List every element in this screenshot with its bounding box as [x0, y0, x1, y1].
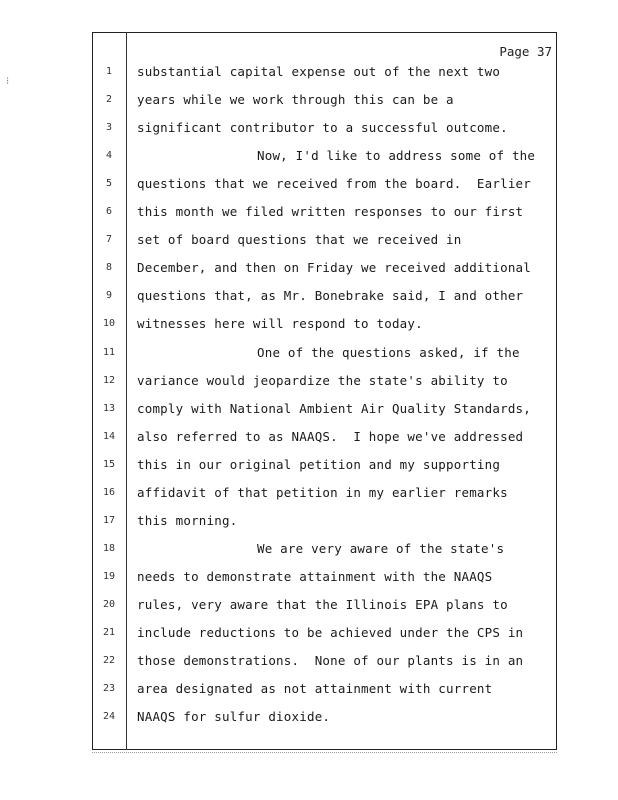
line-number: 16 [102, 486, 116, 498]
line-number: 19 [102, 570, 116, 582]
line-text: questions that, as Mr. Bonebrake said, I and other [137, 288, 524, 304]
line-number: 22 [102, 655, 116, 667]
line-text: substantial capital expense out of the next two [137, 64, 501, 79]
line-text: significant contributor to a successful outcome. [137, 120, 508, 136]
line-number: 20 [102, 598, 116, 610]
transcript-line [92, 345, 557, 373]
line-text: those demonstrations. None of our plants is in an [137, 653, 524, 669]
transcript-line [92, 288, 557, 316]
line-text: this in our original petition and my supporting [137, 456, 501, 472]
line-number: 15 [102, 458, 116, 470]
transcript-line [92, 653, 557, 681]
line-number: 3 [105, 122, 113, 134]
transcript-line [92, 92, 557, 120]
transcript-line [92, 485, 557, 513]
transcript-line [92, 681, 557, 709]
line-number: 24 [102, 711, 116, 723]
scan-mark: ⁝ [6, 76, 10, 87]
scan-bottom-edge [92, 752, 557, 753]
line-number: 10 [102, 318, 116, 330]
transcript-line [92, 120, 557, 148]
line-number: 6 [105, 206, 113, 218]
line-text: this month we filed written responses to our first [137, 204, 524, 220]
transcript-line [92, 569, 557, 597]
transcript-line [92, 232, 557, 260]
line-text: area designated as not attainment with current [137, 681, 493, 697]
line-number: 21 [102, 627, 116, 638]
transcript-line [92, 316, 557, 344]
line-number: 7 [105, 234, 113, 246]
line-text: witnesses here will respond to today. [137, 316, 423, 332]
line-text: rules, very aware that the Illinois EPA plans to [137, 596, 508, 612]
line-number: 5 [105, 178, 113, 190]
transcript-line [92, 401, 557, 429]
transcript-line [92, 176, 557, 204]
line-text: years while we work through this can be a [137, 92, 454, 108]
line-text: December, and then on Friday we received additional [137, 260, 532, 276]
line-text: One of the questions asked, if the [257, 344, 520, 360]
line-text: set of board questions that we received in [137, 232, 462, 248]
transcript-line [92, 709, 557, 737]
line-text: needs to demonstrate attainment with the NAAQS [137, 568, 493, 584]
line-number: 9 [105, 290, 113, 302]
transcript-line [92, 148, 557, 176]
line-text: affidavit of that petition in my earlier remarks [137, 484, 508, 500]
transcript-line [92, 513, 557, 541]
line-number: 1 [105, 66, 113, 77]
line-number: 13 [102, 402, 116, 414]
line-text: Now, I'd like to address some of the [257, 148, 536, 164]
line-text: questions that we received from the board. Earlier [137, 176, 532, 192]
line-text: We are very aware of the state's [257, 540, 505, 556]
line-text: also referred to as NAAQS. I hope we've addressed [137, 428, 524, 444]
line-text: NAAQS for sulfur dioxide. [137, 709, 331, 725]
transcript-line [92, 260, 557, 288]
line-text: comply with National Ambient Air Quality Standards, [137, 400, 532, 416]
transcript-line [92, 429, 557, 457]
transcript-line [92, 64, 557, 92]
page-number: Page 37 [499, 44, 552, 59]
transcript-line [92, 457, 557, 485]
line-number: 8 [105, 262, 113, 274]
transcript-line [92, 541, 557, 569]
line-text: include reductions to be achieved under the CPS in [137, 625, 524, 640]
transcript-line [92, 204, 557, 232]
transcript-line [92, 597, 557, 625]
line-number: 23 [102, 683, 116, 695]
line-number: 14 [102, 430, 116, 442]
transcript-line [92, 373, 557, 401]
line-text: variance would jeopardize the state's ability to [137, 372, 508, 388]
line-number: 17 [102, 514, 116, 526]
line-number: 12 [102, 374, 116, 386]
line-number: 11 [102, 346, 116, 358]
line-number: 2 [105, 94, 113, 106]
line-number: 18 [102, 542, 116, 554]
line-number: 4 [105, 150, 113, 162]
line-text: this morning. [137, 512, 238, 528]
transcript-line [92, 625, 557, 653]
